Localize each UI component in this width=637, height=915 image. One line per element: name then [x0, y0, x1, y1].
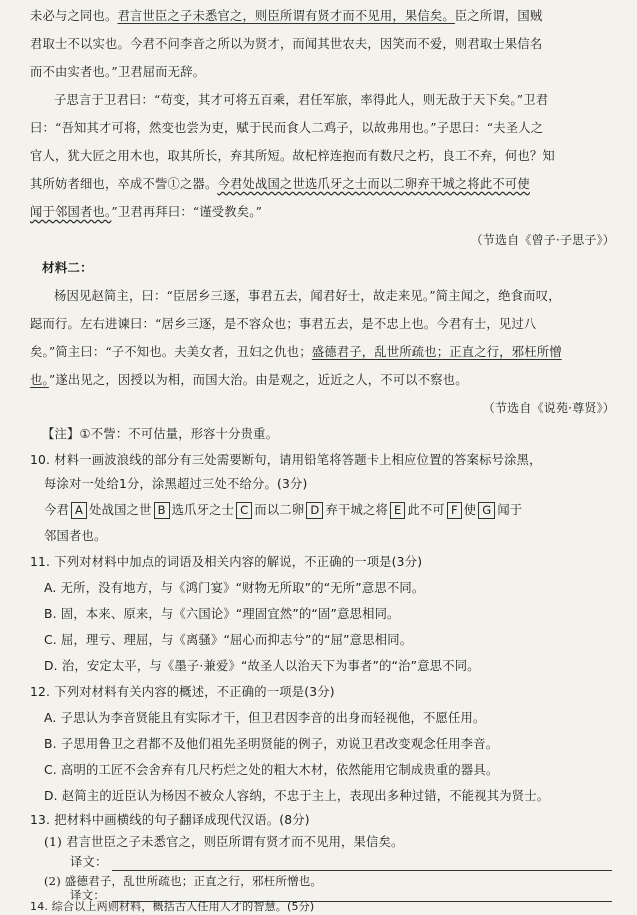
underlined-sentence-2: 盛德君子，乱世所疏也；正直之行，邪枉所憎	[311, 345, 562, 359]
annotation-note: 【注】①不訾：不可估量，形容十分贵重。	[42, 427, 279, 441]
q10-part: 弃干城之将	[325, 503, 388, 517]
q10-tail: 邻国者也。	[44, 529, 107, 543]
q11-option-b: B. 固，本来、原来，与《六国论》“理固宜然”的“固”意思相同。	[44, 607, 400, 621]
text-segment: 臣之所谓，国贼	[454, 9, 543, 23]
q12-option-b: B. 子思用鲁卫之君都不及他们祖先圣明贤能的例子，劝说卫君改变观念任用李音。	[44, 737, 499, 751]
m2-line-2: 跽而行。左右进谏曰：“居乡三逐，是不容众也；事君五去，是不忠上也。今君有士，见过八	[30, 317, 537, 331]
q10-part: 今君	[44, 503, 69, 517]
q10-box-c[interactable]: C	[236, 502, 252, 519]
text-segment: 其所妨者细也，卒成不訾①之器。	[30, 177, 218, 191]
q14-stem: 14. 综合以上两则材料，概括古人任用人才的智慧。(5分)	[30, 900, 315, 913]
m1-line-8	[30, 198, 615, 226]
wavy-underlined-text: 闻于邻国者也。	[30, 205, 112, 219]
q10-part: 处战国之世	[89, 503, 152, 517]
q12-option-d: D. 赵简主的近臣认为杨因不被众人容纳，不忠于主上，表现出多种过错，不能视其为贤士。	[44, 789, 550, 803]
q10-box-d[interactable]: D	[306, 502, 323, 519]
q13-sentence-1: (1) 君言世臣之子未悉官之，则臣所谓有贤才而不见用，果信矣。	[44, 835, 404, 849]
q11-stem: 11. 下列对材料中加点的词语及相关内容的解说，不正确的一项是(3分)	[30, 555, 423, 569]
q11-option-d: D. 治，安定太平，与《墨子·兼爱》“故圣人以治天下为事者”的“治”意思不同。	[44, 659, 480, 673]
m1-line-2: 君取士不以实也。今君不问李音之所以为贤才，而闻其世农夫，因笑而不爱，则君取士果信名	[30, 37, 543, 51]
m2-source: （节选自《说苑·尊贤》）	[482, 401, 615, 415]
q12-stem: 12. 下列对材料有关内容的概述，不正确的一项是(3分)	[30, 685, 335, 699]
text-segment: ”遂出见之，因授以为相，而国大治。由是观之，近近之人，不可以不察也。	[48, 373, 468, 387]
q10-stem-1: 10. 材料一画波浪线的部分有三处需要断句，请用铅笔将答题卡上相应位置的答案标号涂黑，	[30, 453, 542, 467]
q10-part: 此不可	[407, 503, 445, 517]
m1-line-3: 而不由实者也。”卫君屈而无辞。	[30, 65, 206, 79]
text-segment: 未必与之同也。	[30, 9, 118, 23]
q10-part: 选爪牙之士	[171, 503, 235, 517]
m1-line-5: 曰：“吾知其才可将，然变也尝为吏，赋于民而食人二鸡子，以故弗用也。”子思曰：“夫圣人之	[30, 121, 544, 135]
q13-sentence-2: (2) 盛德君子，乱世所疏也；正直之行，邪枉所憎也。	[44, 874, 323, 888]
q10-stem-2: 每涂对一处给1分，涂黑超过三处不给分。(3分)	[44, 477, 308, 491]
text-segment: ”卫君再拜曰：“谨受教矣。”	[111, 205, 263, 219]
underlined-sentence-2-end: 也。	[30, 373, 49, 387]
q12-option-a: A. 子思认为李音贤能且有实际才干，但卫君因李音的出身而轻视他，不愿任用。	[44, 711, 486, 725]
q10-box-a[interactable]: A	[71, 502, 87, 519]
q13-stem: 13. 把材料中画横线的句子翻译成现代汉语。(8分)	[30, 813, 310, 827]
m1-line-4: 子思言于卫君曰：“苟变，其才可将五百乘，君任军旅，率得此人，则无敌于天下矣。”卫君	[54, 93, 549, 107]
text-segment: 矣。”简主曰：“子不知也。夫美女者，丑妇之仇也；	[30, 345, 312, 359]
q11-option-a: A. 无所，没有地方，与《鸿门宴》“财物无所取”的“无所”意思不同。	[44, 581, 425, 595]
q12-option-c: C. 高明的工匠不会舍弃有几尺朽烂之处的粗大木材，依然能用它制成贵重的器具。	[44, 763, 499, 777]
m2-line-4	[30, 366, 615, 394]
m2-label: 材料二：	[42, 260, 93, 275]
m1-source: （节选自《曾子·子思子》）	[470, 233, 615, 247]
m1-line-1	[30, 2, 615, 30]
q13-translation-label-2: 译文：	[70, 888, 106, 902]
m1-line-6: 官人，犹大匠之用木也，取其所长，弃其所短。故杞梓连抱而有数尺之朽，良工不弃，何也？知	[30, 149, 555, 163]
underlined-sentence-1: 君言世臣之子未悉官之，则臣所谓有贤才而不见用，果信矣。	[117, 9, 455, 23]
q10-sentence	[44, 496, 629, 524]
q10-part: 使	[463, 503, 477, 517]
q10-box-b[interactable]: B	[154, 502, 170, 519]
q10-part: 闻于	[497, 503, 523, 517]
q13-answer-line-1[interactable]	[112, 870, 612, 871]
m2-line-1: 杨因见赵简主，曰：“臣居乡三逐，事君五去，闻君好士，故走来见。”简主闻之，绝食而叹，	[54, 289, 561, 303]
q13-translation-label-1: 译文：	[70, 855, 108, 869]
wavy-underlined-text: 今君处战国之世选爪牙之士而以二卵弃干城之将此不可使	[217, 177, 530, 191]
q10-box-f[interactable]: F	[447, 502, 462, 519]
m1-line-7	[30, 170, 615, 198]
q10-box-e[interactable]: E	[390, 502, 405, 519]
q10-box-g[interactable]: G	[478, 502, 495, 519]
q10-part: 而以二卵	[254, 503, 305, 517]
q11-option-c: C. 屈，理亏、理屈，与《离骚》“屈心而抑志兮”的“屈”意思相同。	[44, 633, 413, 647]
m2-line-3	[30, 338, 615, 366]
